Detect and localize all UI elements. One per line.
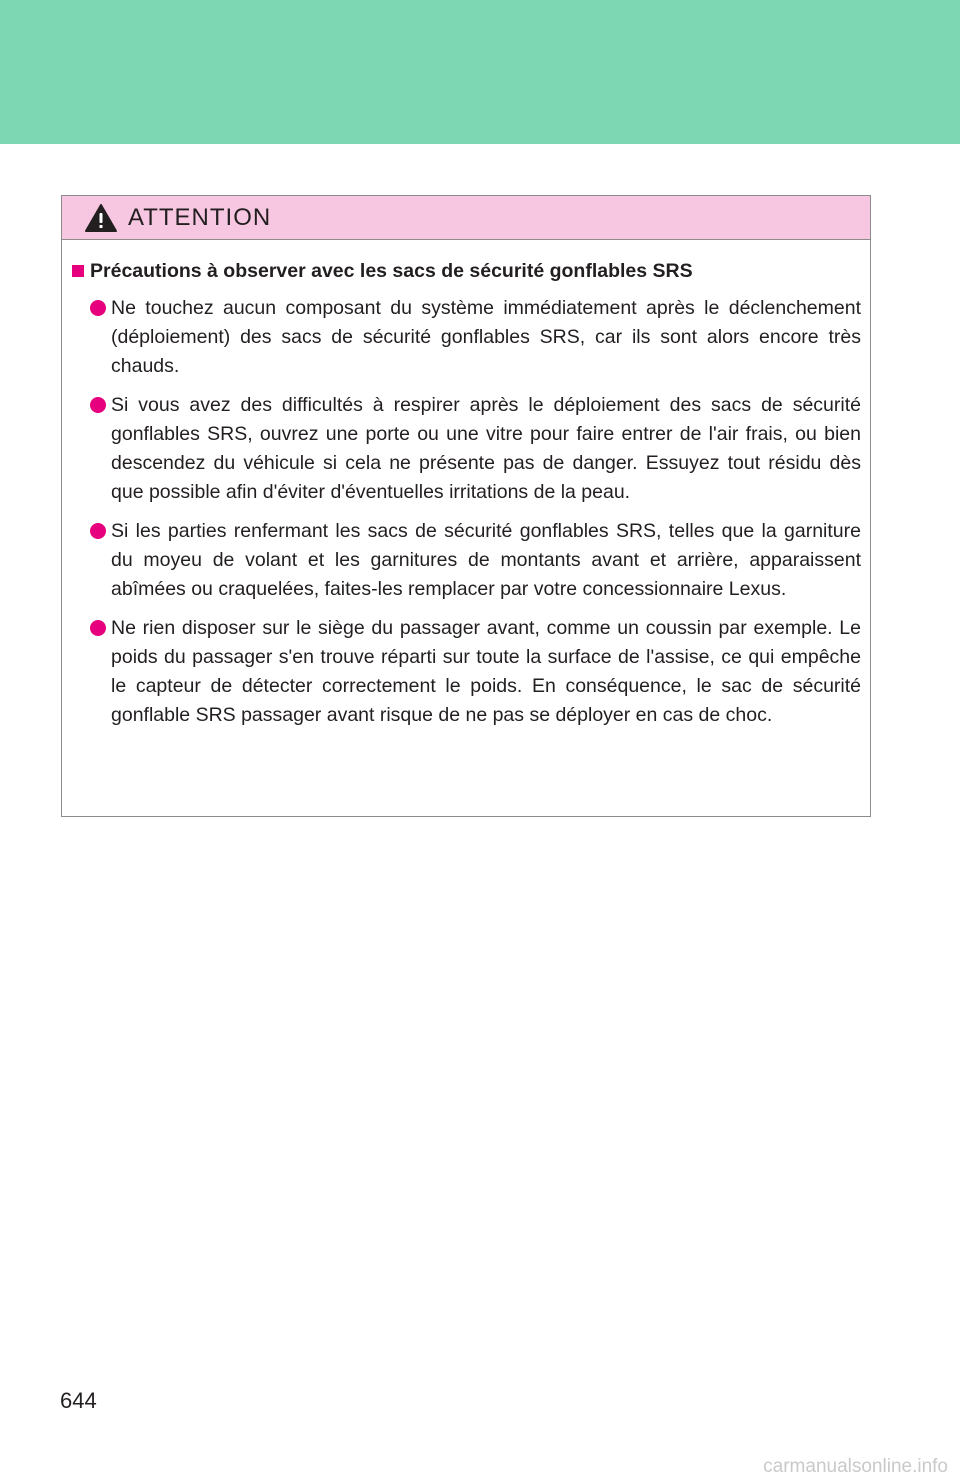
list-item-text: Ne rien disposer sur le siège du passager avant, comme un coussin par exemple. Le poids du passager s'en trouve réparti sur toute la surface de l'assise, ce qui empêche le capteur de détecter correctement le poids. En conséquence, le sac de sécurité gonflable SRS passager avant risque de ne pas se déployer en cas de choc. <box>111 617 861 726</box>
list-item <box>72 391 861 507</box>
list-item-text: Si vous avez des difficultés à respirer après le déploiement des sacs de sécurité gonflables SRS, ouvrez une porte ou une vitre pour faire entrer de l'air frais, ou bien descendez du véhicule si cela ne présente pas de danger. Essuyez tout résidu dès que possible afin d'éviter d'éventuelles irritations de la peau. <box>111 394 861 503</box>
section-heading <box>72 258 861 284</box>
attention-box <box>61 195 871 817</box>
round-bullet-icon <box>90 523 106 539</box>
top-color-band <box>0 0 960 144</box>
list-item <box>72 614 861 730</box>
attention-title: ATTENTION <box>128 204 272 231</box>
attention-header <box>62 196 870 240</box>
list-item-text: Ne touchez aucun composant du système immédiatement après le déclenchement (déploiement) des sacs de sécurité gonflables SRS, car ils sont alors encore très chauds. <box>111 297 861 377</box>
watermark: carmanualsonline.info <box>763 1456 948 1477</box>
round-bullet-icon <box>90 300 106 316</box>
square-bullet-icon <box>72 265 84 277</box>
attention-body <box>62 240 870 730</box>
page-number: 644 <box>60 1388 97 1413</box>
round-bullet-icon <box>90 397 106 413</box>
round-bullet-icon <box>90 620 106 636</box>
warning-triangle-icon <box>84 203 118 233</box>
list-item <box>72 517 861 604</box>
list-item-text: Si les parties renfermant les sacs de sécurité gonflables SRS, telles que la garniture du moyeu de volant et les garnitures de montants avant et arrière, apparaissent abîmées ou craquelées, faites-les remplacer par votre concessionnaire Lexus. <box>111 520 861 600</box>
list-item <box>72 294 861 381</box>
section-heading-text: Précautions à observer avec les sacs de sécurité gonflables SRS <box>90 260 693 282</box>
